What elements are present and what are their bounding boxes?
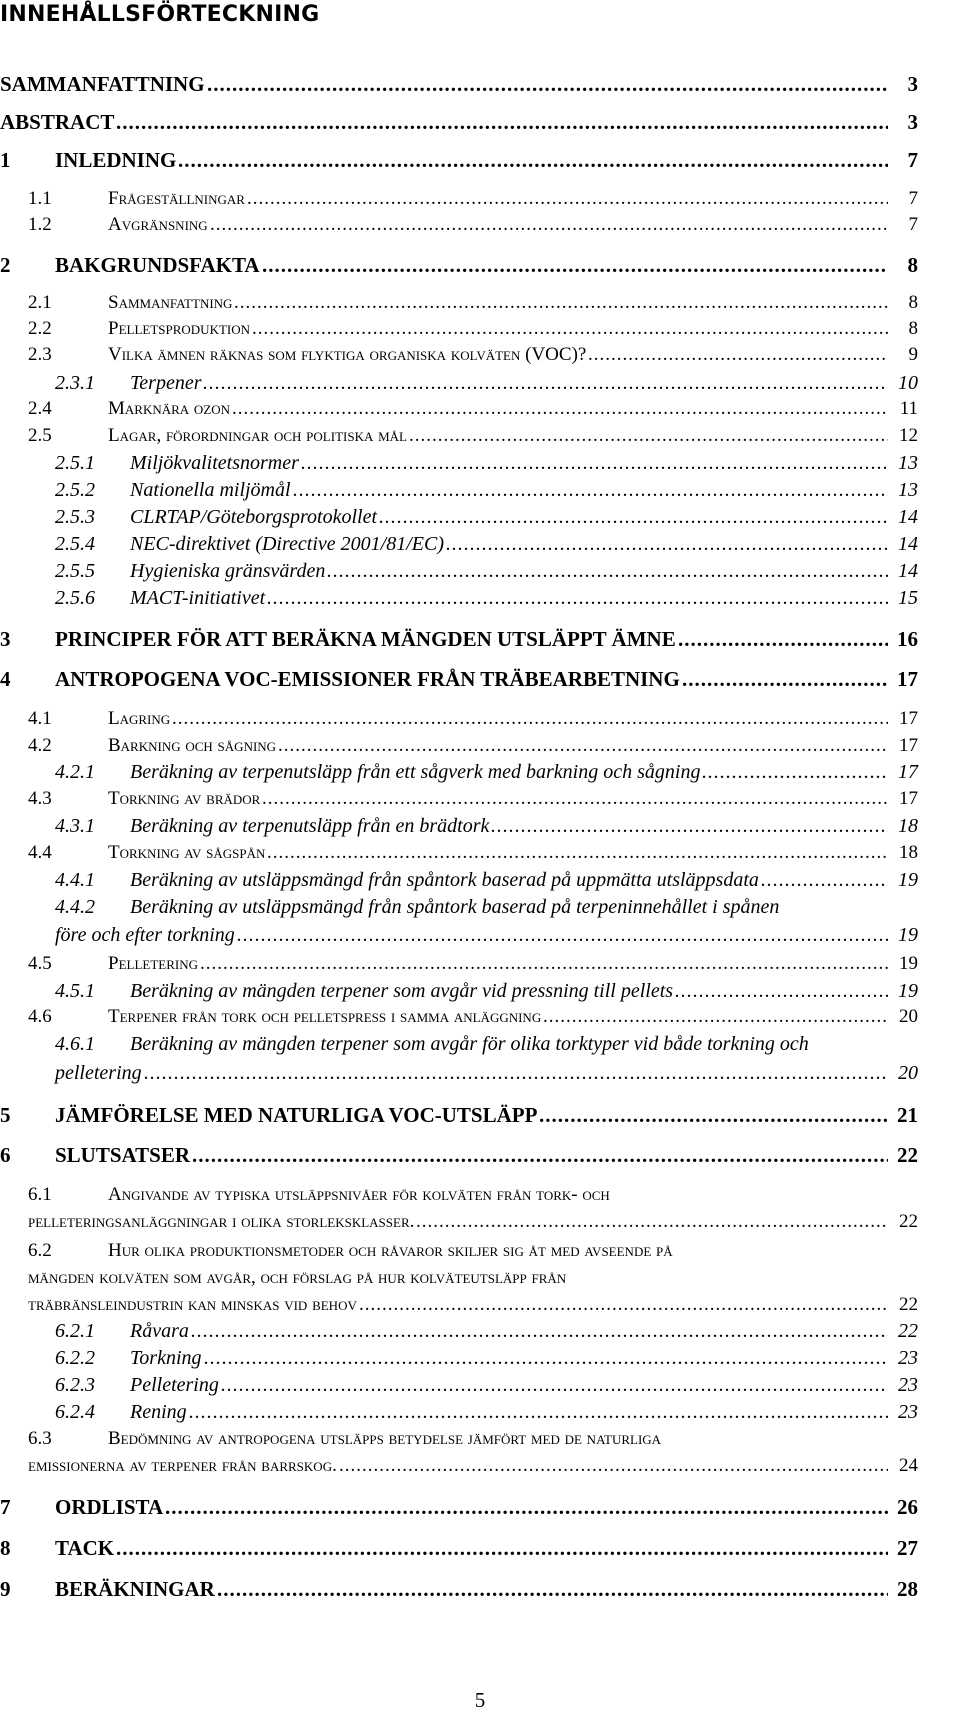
toc-leader-dots [761, 869, 888, 892]
toc-entry-number: 2.3 [28, 344, 52, 365]
toc-entry-page: 22 [896, 1211, 918, 1233]
toc-entry-page: 13 [895, 479, 918, 502]
toc-entry-title: INLEDNING [55, 148, 177, 172]
toc-entry-title: Hur olika produktionsmetoder och råvaror skiljer sig åt med avseende på [108, 1240, 673, 1261]
toc-leader-dots [192, 1143, 888, 1168]
toc-entry-title: Beräkning av mängden terpener som avgår för olika torktyper vid både torkning och [130, 1033, 809, 1055]
toc-entry-title: Pelletering [130, 1374, 219, 1396]
toc-entry-number: 2.1 [28, 292, 52, 313]
toc-entry-title: BAKGRUNDSFAKTA [55, 253, 260, 277]
toc-entry-number: 4.5.1 [55, 980, 95, 1002]
toc-entry-title: Beräkning av terpenutsläpp från ett sågverk med barkning och sågning [130, 761, 701, 783]
toc-entry-page: 23 [895, 1374, 918, 1397]
toc-entry-page: 17 [896, 788, 918, 810]
toc-entry-title: CLRTAP/Göteborgsprotokollet [130, 506, 378, 528]
toc-leader-dots [178, 148, 888, 173]
toc-entry-number: 2.5.4 [55, 533, 95, 555]
toc-entry-page: 8 [906, 318, 919, 340]
toc-entry-page: 21 [894, 1103, 918, 1128]
toc-entry-number: 4.3 [28, 788, 52, 809]
toc-leader-dots [678, 627, 888, 652]
toc-leader-dots [247, 188, 888, 210]
toc-entry-title: Lagring [108, 708, 171, 729]
toc-leader-dots [189, 1401, 888, 1424]
toc-entry-title: Rening [130, 1401, 187, 1423]
toc-leader-dots [165, 1495, 888, 1520]
toc-entry-title-continued: pelleteringsanläggningar i olika storleksklasser. [28, 1211, 415, 1232]
toc-entry-number: 2.5.3 [55, 506, 95, 528]
toc-leader-dots [252, 318, 888, 340]
toc-entry-page: 22 [896, 1294, 918, 1316]
toc-leader-dots [262, 788, 888, 810]
toc-entry-page: 23 [895, 1401, 918, 1424]
toc-entry-title: Beräkning av terpenutsläpp från en brädtork [130, 815, 490, 837]
toc-entry-number: 2.5.5 [55, 560, 95, 582]
toc-leader-dots [200, 953, 888, 975]
toc-leader-dots [116, 1536, 888, 1561]
toc-entry-page: 23 [895, 1347, 918, 1370]
toc-entry-page: 7 [906, 214, 919, 236]
toc-entry-page: 19 [895, 924, 918, 947]
toc-leader-dots [237, 924, 888, 947]
toc-entry-page: 14 [895, 560, 918, 583]
toc-entry-number: 2.5.1 [55, 452, 95, 474]
toc-leader-dots [221, 1374, 888, 1397]
toc-entry-page: 14 [895, 533, 918, 556]
toc-leader-dots [409, 425, 888, 447]
toc-leader-dots [278, 735, 888, 757]
toc-leader-dots [267, 587, 888, 610]
toc-entry-title: ANTROPOGENA VOC-EMISSIONER FRÅN TRÄBEARBETNING [55, 667, 680, 691]
toc-entry-page: 9 [906, 344, 919, 366]
toc-entry-number: 4.2 [28, 735, 52, 756]
toc-entry-page: 7 [906, 188, 919, 210]
toc-leader-dots [588, 344, 888, 366]
toc-leader-dots [144, 1062, 888, 1085]
toc-entry-number: 6.2.1 [55, 1320, 95, 1342]
toc-entry-title: Beräkning av mängden terpener som avgår vid pressning till pellets [130, 980, 674, 1002]
toc-entry-number: 6.2 [28, 1240, 52, 1261]
toc-entry-title-continued: före och efter torkning [55, 924, 235, 946]
toc-leader-dots [234, 292, 888, 314]
toc-leader-dots [262, 253, 888, 278]
toc-entry-number: 6.3 [28, 1428, 52, 1449]
toc-entry-number: 1.1 [28, 188, 52, 209]
toc-entry-page: 8 [906, 292, 919, 314]
toc-entry-title: SAMMANFATTNING [0, 72, 205, 96]
toc-leader-dots [207, 72, 888, 97]
toc-entry-page: 17 [895, 761, 918, 784]
toc-entry-number: 4.6.1 [55, 1033, 95, 1055]
toc-entry-title: ORDLISTA [55, 1495, 164, 1519]
toc-entry-title: Terpener från tork och pelletspress i samma anläggning [108, 1006, 542, 1027]
toc-entry-title: TACK [55, 1536, 115, 1560]
toc-entry-title: Beräkning av utsläppsmängd från spåntork baserad på uppmätta utsläppsdata [130, 869, 759, 891]
toc-entry-title: MACT-initiativet [130, 587, 266, 609]
toc-entry-title-continued: pelletering [55, 1062, 142, 1084]
toc-entry-title: Lagar, förordningar och politiska mål [108, 425, 407, 446]
toc-entry-title: PRINCIPER FÖR ATT BERÄKNA MÄNGDEN UTSLÄPPT ÄMNE [55, 627, 676, 651]
toc-entry-title: Hygieniska gränsvärden [130, 560, 326, 582]
toc-entry-title: Nationella miljömål [130, 479, 291, 501]
toc-entry-title: ABSTRACT [0, 110, 115, 134]
toc-entry-title: Sammanfattning [108, 292, 233, 313]
toc-entry-title: Torkning av brädor [108, 788, 261, 809]
toc-entry-page: 16 [894, 627, 918, 652]
toc-entry-title: Torkning av sågspån [108, 842, 266, 863]
toc-leader-dots [267, 842, 888, 864]
toc-entry-page: 20 [895, 1062, 918, 1085]
toc-leader-dots [702, 761, 888, 784]
toc-entry-number: 4.2.1 [55, 761, 95, 783]
toc-entry-title: SLUTSATSER [55, 1143, 191, 1167]
toc-leader-dots [682, 667, 888, 692]
toc-entry-page: 24 [896, 1455, 918, 1477]
toc-entry-page: 19 [895, 869, 918, 892]
toc-entry-number: 2.3.1 [55, 372, 95, 394]
toc-entry-number: 2.2 [28, 318, 52, 339]
toc-leader-dots [543, 1006, 888, 1028]
toc-leader-dots [339, 1455, 888, 1477]
toc-leader-dots [191, 1320, 888, 1343]
toc-entry-number: 4.1 [28, 708, 52, 729]
toc-entry-title: Pelletering [108, 953, 198, 974]
toc-leader-dots [491, 815, 888, 838]
toc-entry-page: 18 [896, 842, 918, 864]
toc-entry-title-continued: träbränsleindustrin kan minskas vid behov [28, 1294, 357, 1315]
toc-entry-title: Torkning [130, 1347, 202, 1369]
toc-entry-title: Frågeställningar [108, 188, 245, 209]
toc-entry-number: 2.5 [28, 425, 52, 446]
toc-entry-number: 6.1 [28, 1184, 52, 1205]
toc-entry-number: 1 [0, 148, 11, 172]
toc-entry-page: 10 [895, 372, 918, 395]
toc-leader-dots [675, 980, 888, 1003]
toc-leader-dots [327, 560, 888, 583]
toc-leader-dots [172, 708, 888, 730]
toc-leader-dots [539, 1103, 888, 1128]
toc-leader-dots [301, 452, 888, 475]
toc-entry-title: Beräkning av utsläppsmängd från spåntork baserad på terpeninnehållet i spånen [130, 896, 780, 918]
toc-entry-page: 15 [895, 587, 918, 610]
toc-entry-number: 2.5.6 [55, 587, 95, 609]
toc-entry-number: 6.2.4 [55, 1401, 95, 1423]
toc-entry-title: Terpener [130, 372, 202, 394]
toc-entry-title: Miljökvalitetsnormer [130, 452, 299, 474]
toc-entry-number: 4.6 [28, 1006, 52, 1027]
toc-entry-number: 3 [0, 627, 11, 651]
toc-leader-dots [446, 533, 888, 556]
toc-entry-title: Avgränsning [108, 214, 208, 235]
toc-entry-page: 3 [905, 110, 919, 135]
toc-entry-number: 4.4.1 [55, 869, 95, 891]
toc-entry-title: Pelletsproduktion [108, 318, 251, 339]
toc-leader-dots [204, 1347, 888, 1370]
toc-entry-page: 19 [896, 953, 918, 975]
toc-entry-number: 2.4 [28, 398, 52, 419]
toc-entry-page: 17 [896, 708, 918, 730]
toc-entry-page: 8 [905, 253, 919, 278]
toc-entry-page: 20 [896, 1006, 918, 1028]
toc-entry-page: 17 [896, 735, 918, 757]
toc-entry-number: 2 [0, 253, 11, 277]
toc-entry-page: 7 [905, 148, 919, 173]
toc-entry-number: 4.4 [28, 842, 52, 863]
toc-entry-number: 6.2.3 [55, 1374, 95, 1396]
toc-entry-title: Råvara [130, 1320, 189, 1342]
toc-entry-page: 12 [896, 425, 918, 447]
toc-entry-number: 8 [0, 1536, 11, 1560]
toc-entry-page: 11 [897, 398, 918, 420]
toc-entry-title: Marknära ozon [108, 398, 231, 419]
toc-leader-dots [379, 506, 888, 529]
toc-entry-page: 13 [895, 452, 918, 475]
toc-entry-page: 18 [895, 815, 918, 838]
toc-leader-dots [116, 110, 888, 135]
toc-entry-page: 17 [894, 667, 918, 692]
toc-entry-page: 19 [895, 980, 918, 1003]
toc-entry-number: 1.2 [28, 214, 52, 235]
toc-entry-page: 3 [905, 72, 919, 97]
toc-entry-title: Barkning och sågning [108, 735, 277, 756]
toc-entry-title: Angivande av typiska utsläppsnivåer för kolväten från tork- och [108, 1184, 610, 1205]
toc-entry-number: 7 [0, 1495, 11, 1519]
toc-leader-dots [210, 214, 888, 236]
toc-entry-title: JÄMFÖRELSE MED NATURLIGA VOC-UTSLÄPP [55, 1103, 538, 1127]
toc-entry-number: 4 [0, 667, 11, 691]
toc-entry-title: NEC-direktivet (Directive 2001/81/EC) [130, 533, 444, 555]
toc-title: INNEHÅLLSFÖRTECKNING [0, 2, 320, 27]
toc-entry-title-continued: mängden kolväten som avgår, och förslag på hur kolväteutsläpp från [28, 1267, 567, 1288]
toc-entry-title: Bedömning av antropogena utsläpps betydelse jämfört med de naturliga [108, 1428, 662, 1449]
toc-entry-page: 26 [894, 1495, 918, 1520]
toc-entry-number: 2.5.2 [55, 479, 95, 501]
toc-entry-number: 6 [0, 1143, 11, 1167]
toc-entry-number: 4.4.2 [55, 896, 95, 918]
toc-leader-dots [416, 1211, 888, 1233]
toc-entry-page: 22 [895, 1320, 918, 1343]
toc-entry-title: Vilka ämnen räknas som flyktiga organiska kolväten (VOC)? [108, 344, 587, 365]
toc-leader-dots [293, 479, 888, 502]
toc-entry-number: 4.3.1 [55, 815, 95, 837]
toc-leader-dots [359, 1294, 888, 1316]
toc-entry-number: 5 [0, 1103, 11, 1127]
toc-leader-dots [203, 372, 888, 395]
toc-entry-page: 14 [895, 506, 918, 529]
toc-entry-page: 28 [894, 1577, 918, 1602]
toc-entry-page: 22 [894, 1143, 918, 1168]
toc-entry-number: 6.2.2 [55, 1347, 95, 1369]
toc-entry-title: BERÄKNINGAR [55, 1577, 215, 1601]
toc-entry-page: 27 [894, 1536, 918, 1561]
toc-entry-title-continued: emissionerna av terpener från barrskog. [28, 1455, 337, 1476]
toc-entry-number: 9 [0, 1577, 11, 1601]
toc-leader-dots [217, 1577, 888, 1602]
toc-leader-dots [232, 398, 888, 420]
toc-entry-number: 4.5 [28, 953, 52, 974]
page-number-footer: 5 [474, 1688, 486, 1712]
